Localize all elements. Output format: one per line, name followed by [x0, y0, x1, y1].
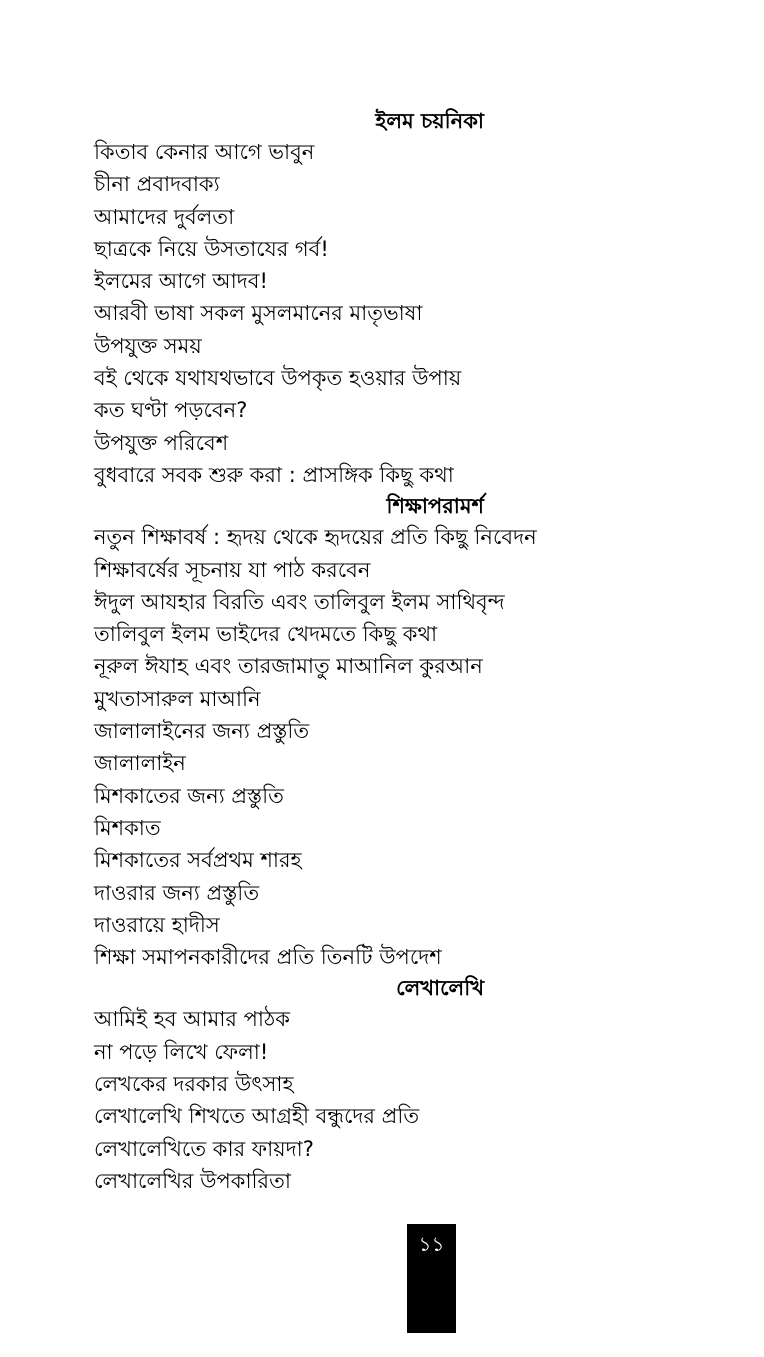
toc-entry: চীনা প্রবাদবাক্য	[94, 172, 220, 197]
toc-entry: দাওরার জন্য প্রস্তুতি	[94, 880, 260, 905]
toc-entry: উপযুক্ত সময়	[94, 333, 202, 358]
toc-entry: বুধবারে সবক শুরু করা : প্রাসঙ্গিক কিছু কথা	[94, 462, 454, 487]
toc-entry: আরবী ভাষা সকল মুসলমানের মাতৃভাষা	[94, 301, 423, 326]
toc-entry: কিতাব কেনার আগে ভাবুন	[94, 140, 315, 164]
toc-entry: শিক্ষা সমাপনকারীদের প্রতি তিনটি উপদেশ	[94, 945, 442, 970]
toc-entry: মিশকাতের সর্বপ্রথম শারহ	[94, 848, 302, 873]
table-of-contents	[94, 106, 694, 1197]
page-number-tab	[407, 1224, 456, 1333]
toc-entry: ছাত্রকে নিয়ে উসতাযের গর্ব!	[94, 236, 329, 261]
toc-entry: আমাদের দুর্বলতা	[94, 204, 235, 229]
section-heading-lekhalekhi: লেখালেখি	[396, 976, 484, 1001]
toc-entry: ইলমের আগে আদব!	[94, 269, 268, 294]
toc-entry: কত ঘণ্টা পড়বেন?	[94, 398, 248, 423]
toc-entry: বই থেকে যথাযথভাবে উপকৃত হওয়ার উপায়	[94, 366, 462, 391]
toc-entry: জালালাইনের জন্য প্রস্তুতি	[94, 719, 310, 744]
page-number: ১১	[418, 1232, 445, 1256]
toc-entry: মুখতাসারুল মাআনি	[94, 686, 261, 711]
toc-entry: লেখালেখির উপকারিতা	[94, 1168, 291, 1193]
toc-entry: শিক্ষাবর্ষের সূচনায় যা পাঠ করবেন	[94, 557, 371, 582]
toc-entry: দাওরায়ে হাদীস	[94, 912, 220, 937]
toc-entry: নূরুল ঈযাহ এবং তারজামাতু মাআনিল কুরআন	[94, 654, 483, 679]
toc-entry: উপযুক্ত পরিবেশ	[94, 430, 229, 455]
toc-entry: লেখকের দরকার উৎসাহ	[94, 1072, 294, 1097]
section-heading-ilm-choyonika: ইলম চয়নিকা	[375, 109, 484, 133]
toc-entry: মিশকাত	[94, 815, 161, 840]
toc-entry: মিশকাতের জন্য প্রস্তুতি	[94, 783, 284, 808]
toc-entry: জালালাইন	[94, 751, 186, 776]
toc-entry: লেখালেখি শিখতে আগ্রহী বন্ধুদের প্রতি	[94, 1104, 420, 1129]
toc-entry: না পড়ে লিখে ফেলা!	[94, 1039, 269, 1064]
section-heading-shikkha-poramorsho: শিক্ষাপরামর্শ	[386, 494, 484, 519]
toc-entry: তালিবুল ইলম ভাইদের খেদমতে কিছু কথা	[94, 622, 438, 647]
toc-entry: আমিই হব আমার পাঠক	[94, 1007, 290, 1032]
toc-entry: লেখালেখিতে কার ফায়দা?	[94, 1136, 314, 1161]
toc-entry: ঈদুল আযহার বিরতি এবং তালিবুল ইলম সাথিবৃন্দ	[94, 589, 505, 614]
toc-entry: নতুন শিক্ষাবর্ষ : হৃদয় থেকে হৃদয়ের প্রতি কিছু নিবেদন	[94, 525, 537, 550]
